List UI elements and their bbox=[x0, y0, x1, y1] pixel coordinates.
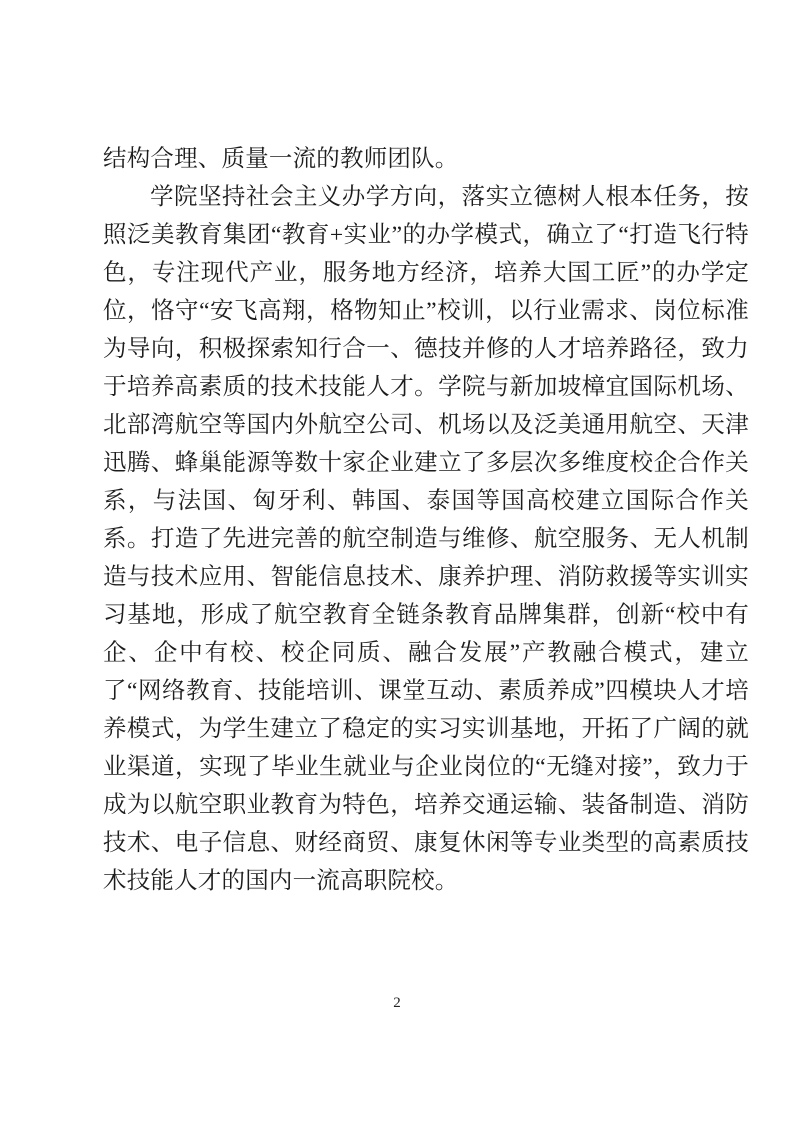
page-number: 2 bbox=[393, 995, 401, 1011]
paragraph-main: 学院坚持社会主义办学方向，落实立德树人根本任务，按照泛美教育集团“教育+实业”的办学模式，确立了“打造飞行特色，专注现代产业，服务地方经济，培养大国工匠”的办学定位，恪守“安飞高翔，格物知止”校训，以行业需求、岗位标准为导向，积极探索知行合一、德技并修的人才培养路径，致力于培养高素质的技术技能人才。学院与新加坡樟宜国际机场、北部湾航空等国内外航空公司、机场以及泛美通用航空、天津迅腾、蜂巢能源等数十家企业建立了多层次多维度校企合作关系，与法国、匈牙利、韩国、泰国等国高校建立国际合作关系。打造了先进完善的航空制造与维修、航空服务、无人机制造与技术应用、智能信息技术、康养护理、消防救援等实训实习基地，形成了航空教育全链条教育品牌集群，创新“校中有企、企中有校、校企同质、融合发展”产教融合模式，建立了“网络教育、技能培训、课堂互动、素质养成”四模块人才培养模式，为学生建立了稳定的实习实训基地，开拓了广阔的就业渠道，实现了毕业生就业与企业岗位的“无缝对接”，致力于成为以航空职业教育为特色，培养交通运输、装备制造、消防技术、电子信息、财经商贸、康复休闲等专业类型的高素质技术技能人才的国内一流高职院校。 bbox=[103, 184, 749, 894]
paragraph-continuation: 结构合理、质量一流的教师团队。 bbox=[103, 146, 459, 172]
body-text bbox=[103, 140, 749, 900]
